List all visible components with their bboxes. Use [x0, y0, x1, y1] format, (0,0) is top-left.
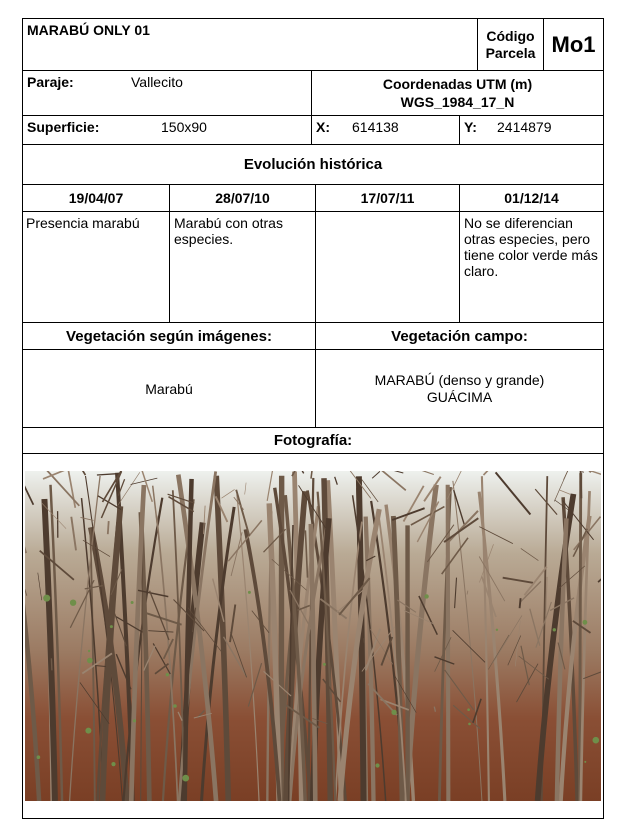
- y-value: 2414879: [497, 119, 552, 135]
- coords-label-line1: Coordenadas UTM (m): [382, 76, 533, 92]
- twig: [580, 471, 581, 498]
- vegetation-labels-row: [23, 323, 603, 350]
- leaf: [166, 673, 169, 676]
- vegetation-field-line1: MARABÚ (denso y grande): [374, 371, 545, 388]
- coords-label: [311, 71, 603, 115]
- leaf: [583, 620, 588, 625]
- area-label: Superficie:: [27, 119, 100, 135]
- coords-label-line2: WGS_1984_17_N: [400, 94, 515, 110]
- leaf: [85, 728, 91, 734]
- leaf: [133, 719, 136, 722]
- history-note: Marabú con otras especies.: [169, 212, 315, 322]
- code-value: Mo1: [543, 19, 603, 70]
- vegetation-field-label: Vegetación campo:: [315, 323, 603, 349]
- area-value: 150x90: [161, 119, 207, 135]
- vegetation-images-value: Marabú: [145, 380, 193, 397]
- place-label: Paraje:: [27, 74, 74, 90]
- history-date: 17/07/11: [315, 185, 459, 211]
- area-row: [23, 116, 603, 145]
- leaf: [37, 755, 41, 759]
- history-date: 28/07/10: [169, 185, 315, 211]
- photo-label: Fotografía:: [23, 428, 603, 454]
- history-note: Presencia marabú: [26, 215, 140, 231]
- leaf: [584, 761, 586, 763]
- twig: [520, 598, 521, 608]
- header-row: [23, 19, 603, 71]
- leaf: [593, 737, 600, 744]
- code-label-line1: Código: [486, 27, 535, 44]
- leaf: [43, 595, 50, 602]
- twig: [51, 658, 52, 670]
- history-note: [315, 212, 459, 322]
- leaf: [467, 708, 470, 711]
- leaf: [496, 629, 498, 631]
- leaf: [111, 762, 115, 766]
- vegetation-values-row: [23, 350, 603, 428]
- field-photo: [25, 471, 601, 801]
- leaf: [468, 723, 471, 726]
- x-value: 614138: [352, 119, 399, 135]
- leaf: [424, 594, 428, 598]
- leaf: [553, 628, 556, 631]
- field-photo-image: [25, 471, 601, 801]
- vegetation-images-label: Vegetación según imágenes:: [66, 327, 272, 345]
- place-value: Vallecito: [131, 74, 183, 90]
- leaf: [88, 650, 90, 652]
- leaf: [110, 625, 113, 628]
- leaf: [87, 658, 93, 664]
- leaf: [375, 763, 379, 767]
- leaf: [248, 591, 251, 594]
- history-note: No se diferencian otras especies, pero tiene color verde más claro.: [459, 212, 603, 322]
- history-date: 19/04/07: [68, 190, 124, 206]
- y-label: Y:: [459, 116, 493, 144]
- twig: [108, 521, 109, 534]
- history-date: 01/12/14: [459, 185, 603, 211]
- x-label: X:: [311, 116, 345, 144]
- leaf: [173, 704, 177, 708]
- location-row: [23, 71, 603, 116]
- code-label: [477, 19, 543, 70]
- history-dates-row: [23, 185, 603, 212]
- leaf: [323, 663, 326, 666]
- plot-sheet: [22, 18, 604, 819]
- history-notes-row: [23, 212, 603, 323]
- vegetation-field-line2: GUÁCIMA: [426, 388, 493, 405]
- code-label-line2: Parcela: [485, 44, 536, 61]
- leaf: [70, 600, 76, 606]
- history-title: Evolución histórica: [23, 145, 603, 185]
- leaf: [131, 601, 134, 604]
- leaf: [391, 710, 396, 715]
- vegetation-field-value: [315, 350, 603, 427]
- leaf: [182, 775, 189, 782]
- sheet-title: MARABÚ ONLY 01: [27, 22, 150, 38]
